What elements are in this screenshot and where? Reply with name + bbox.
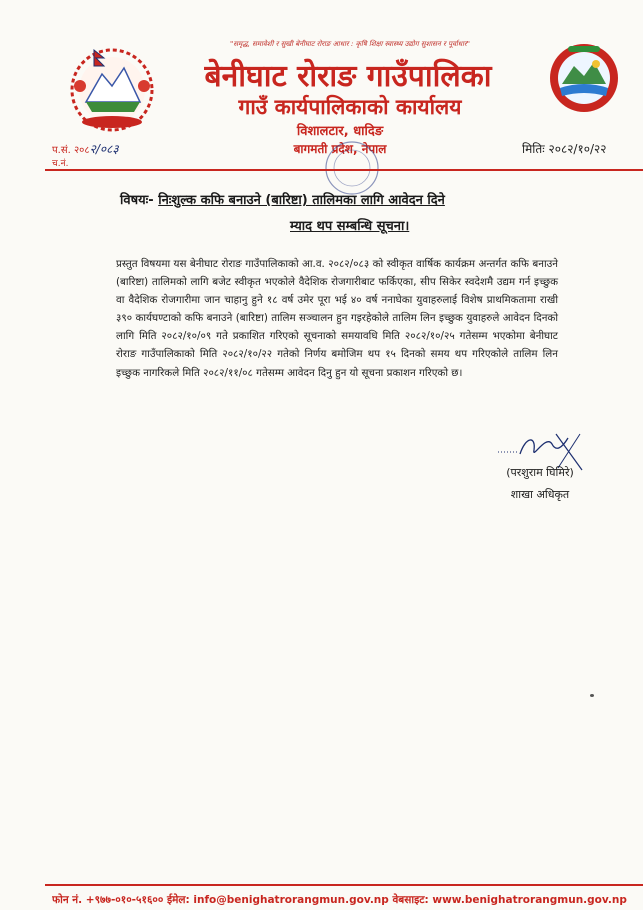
header-divider: [45, 169, 643, 171]
chalani-number-label: च.नं.: [52, 159, 69, 169]
subject-text-line-1: निःशुल्क कफि बनाउने (बारिष्टा) तालिमका लागि आवेदन दिने: [158, 193, 445, 208]
nepal-emblem-logo: [64, 40, 160, 136]
notice-body: प्रस्तुत विषयमा यस बेनीघाट रोराङ गाउँपालिकाको आ.व. २०८२/०८३ को स्वीकृत वार्षिक कार्यक्रम अन्तर्गत कफि बनाउने (बारिष्टा) तालिमको लागि बजेट स्वीकृत भएकोले वैदेशिक रोजगारीबाट फर्किएका, सीप सिकेर स्वदेशमै उद्यम गर्न इच्छुक वा वैदेशिक रोजगारीमा जान चाहानु हुने १८ वर्ष उमेर पूरा भई ४० वर्ष ननाघेका युवाहरुलाई विशेष प्राथमिकतामा राखी ३९० कार्यघण्टाको कफि बनाउने (बारिष्टा) तालिम सञ्चालन हुन गइरहेकोले तालिम लिन इच्छुक युवाहरुले आवेदन दिनको लागि मिति २०८२/१०/०९ गते प्रकाशित गरिएको सूचनाको समयावधि मिति २०८२/१०/२५ गतेसम्म भएकोमा बेनीघाट रोराङ गाउँपालिकाको मिति २०८२/१०/२२ गतेको निर्णय बमोजिम थप १५ दिनको समय थप गरिएकोले तालिम लिन इच्छुक नागरिकले मिति २०८२/११/०८ गतेसम्म आवेदन दिनु हुन यो सूचना प्रकाशन गरिएको छ।: [116, 258, 558, 379]
document-date: मितिः २०८२/१०/२२: [522, 142, 607, 156]
scan-speck: [590, 694, 594, 697]
subject-label: विषयः-: [120, 193, 154, 208]
address-line-1: विशालटार, धादिङ: [296, 124, 384, 139]
reference-number: [52, 140, 119, 157]
footer-contact: फोन नं. +९७७-०१०-५१६०० ईमेल: info@benighatrorangmun.gov.np वेबसाइट: www.benighatrorangmun.gov.np: [52, 894, 627, 906]
subject-text-line-2: म्याद थप सम्बन्धि सूचना।: [290, 219, 410, 234]
reference-label: प.सं. २०८: [52, 145, 90, 156]
footer-divider: [45, 884, 643, 886]
subject-line: [120, 190, 620, 208]
municipality-name: बेनीघाट रोराङ गाउँपालिका: [204, 59, 492, 94]
reference-handwritten: २/०८३: [89, 142, 119, 156]
office-name: गाउँ कार्यपालिकाको कार्यालय: [238, 95, 462, 119]
signatory-post: शाखा अधिकृत: [510, 488, 570, 501]
municipality-logo: [548, 40, 620, 116]
signatory-name: (परशुराम घिमिरे): [506, 466, 574, 479]
motto: "समृद्ध, समावेशी र सुखी बेनीघाट रोराङ आधार : कृषि शिक्षा स्वास्थ्य उद्योग सुशासन र पूर्वाधार": [230, 40, 470, 48]
address-line-2: बागमती प्रदेश, नेपाल: [293, 142, 387, 156]
